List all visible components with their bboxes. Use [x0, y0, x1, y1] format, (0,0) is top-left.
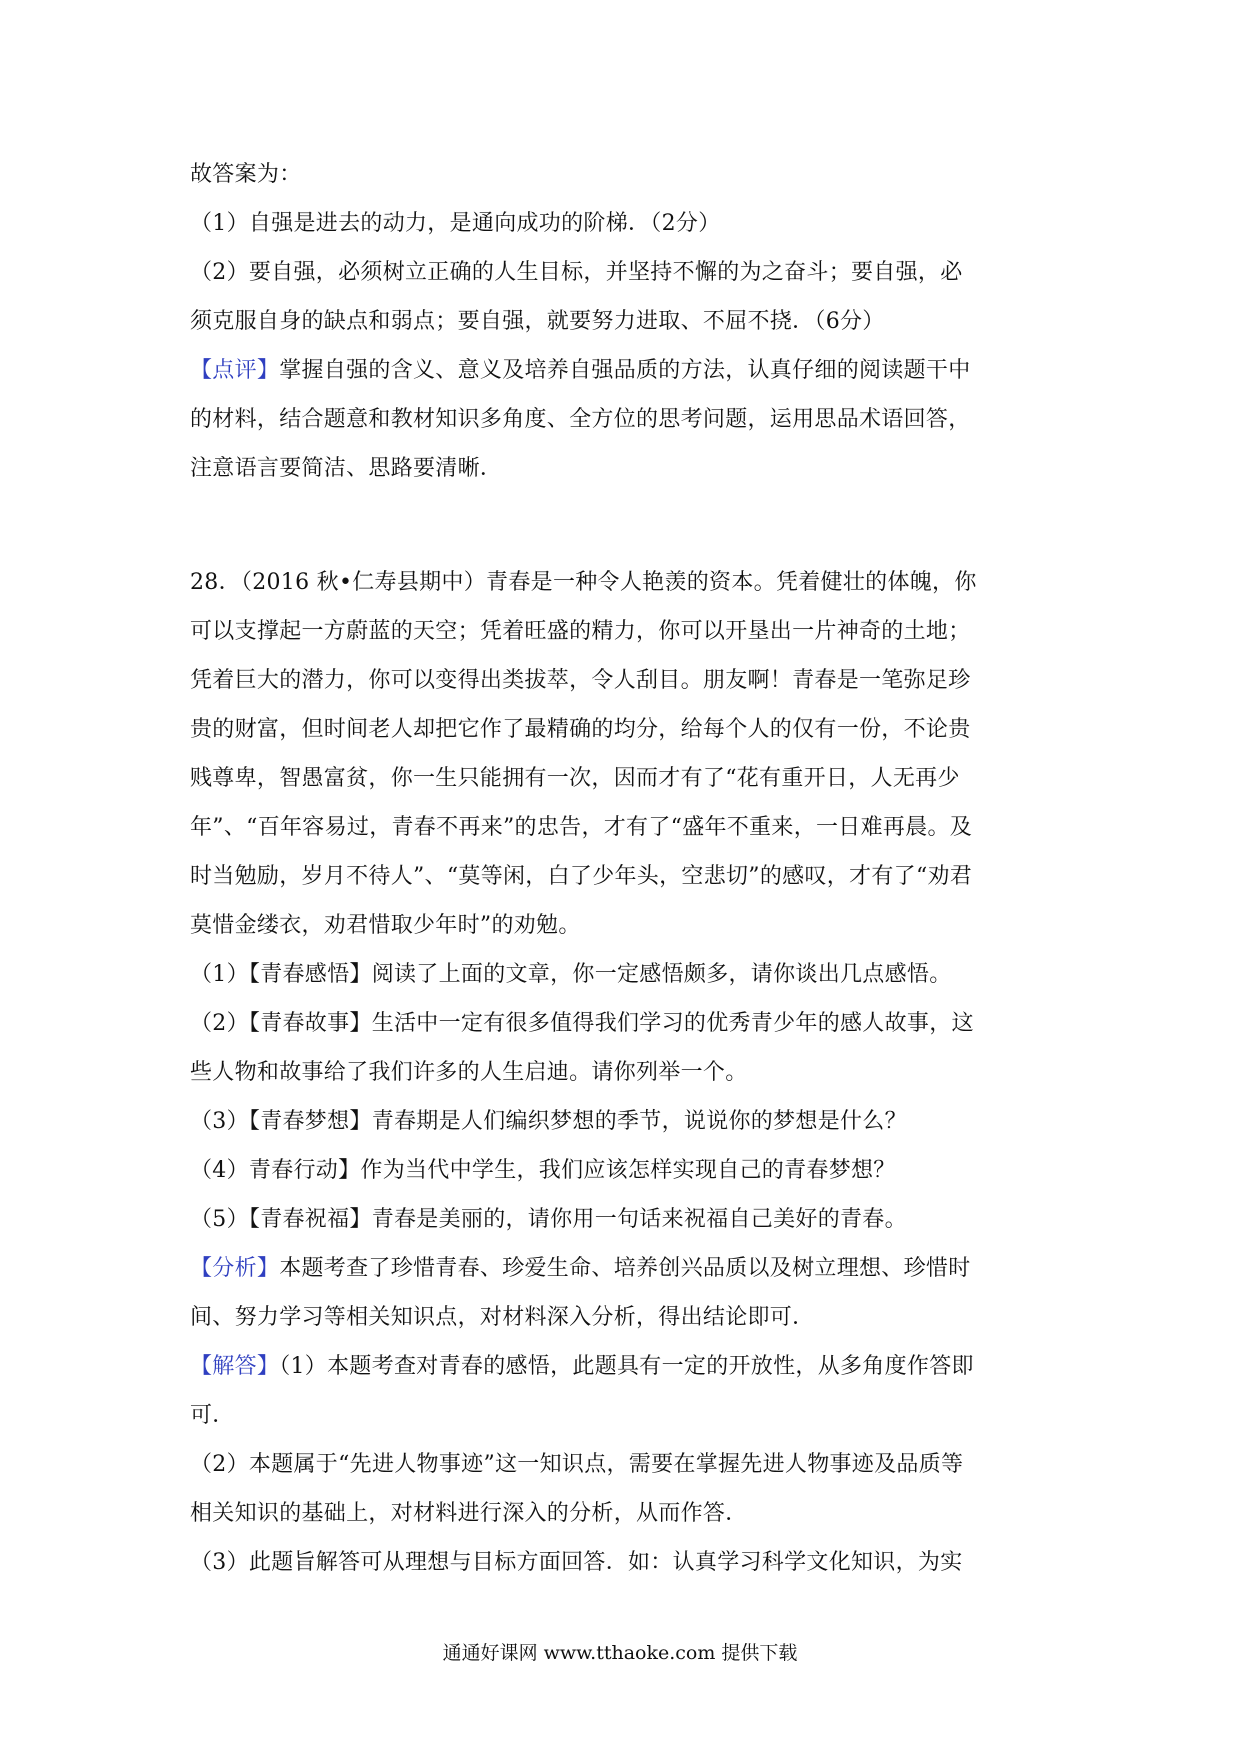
sub-question-1: （1）【青春感悟】阅读了上面的文章，你一定感悟颇多，请你谈出几点感悟。	[190, 962, 952, 987]
sub-question-2-cont: 些人物和故事给了我们许多的人生启迪。请你列举一个。	[190, 1060, 748, 1085]
passage-line-2: 可以支撑起一方蔚蓝的天空；凭着旺盛的精力，你可以开垦出一片神奇的土地；	[190, 619, 971, 644]
answer-line-2: （2）要自强，必须树立正确的人生目标，并坚持不懈的为之奋斗；要自强，必	[190, 260, 963, 285]
section-gap	[190, 493, 1060, 558]
analysis-line-2: 间、努力学习等相关知识点，对材料深入分析，得出结论即可．	[190, 1305, 815, 1330]
analysis-line-1	[190, 1244, 1060, 1293]
answer28-line-2: 可．	[190, 1403, 235, 1428]
page-footer: 通通好课网 www.tthaoke.com 提供下载	[442, 1642, 798, 1664]
passage-line-8: 莫惜金缕衣，劝君惜取少年时”的劝勉。	[190, 913, 581, 938]
analysis-tag: 【分析】	[190, 1256, 280, 1281]
answer-line-1: （1）自强是进去的动力，是通向成功的阶梯．（2分）	[190, 211, 721, 236]
document-page	[190, 150, 1060, 1587]
passage-line-1: 28．（2016 秋•仁寿县期中）青春是一种令人艳羡的资本。凭着健壮的体魄，你	[190, 570, 977, 595]
passage-line-3: 凭着巨大的潜力，你可以变得出类拔萃，令人刮目。朋友啊！青春是一笔弥足珍	[190, 668, 971, 693]
answer28-text-1: （1）本题考查对青春的感悟，此题具有一定的开放性，从多角度作答即	[279, 1354, 974, 1379]
passage-line-5: 贱尊卑，智愚富贫，你一生只能拥有一次，因而才有了“花有重开日，人无再少	[190, 766, 960, 791]
answer-tag: 【解答】	[190, 1354, 280, 1379]
answer28-line-5: （3）此题旨解答可从理想与目标方面回答．如：认真学习科学文化知识，为实	[190, 1550, 963, 1575]
sub-question-3: （3）【青春梦想】青春期是人们编织梦想的季节，说说你的梦想是什么？	[190, 1109, 907, 1134]
sub-question-4: （4）青春行动】作为当代中学生，我们应该怎样实现自己的青春梦想？	[190, 1158, 896, 1183]
comment-tag: 【点评】	[190, 358, 280, 383]
passage-line-4: 贵的财富，但时间老人却把它作了最精确的均分，给每个人的仅有一份，不论贵	[190, 717, 971, 742]
answer28-line-3: （2）本题属于“先进人物事迹”这一知识点，需要在掌握先进人物事迹及品质等	[190, 1452, 964, 1477]
comment-line-1	[190, 346, 1060, 395]
sub-question-2: （2）【青春故事】生活中一定有很多值得我们学习的优秀青少年的感人故事，这	[190, 1011, 974, 1036]
answer-intro: 故答案为：	[190, 162, 302, 187]
comment-text-1: 掌握自强的含义、意义及培养自强品质的方法，认真仔细的阅读题干中	[279, 358, 971, 383]
passage-line-7: 时当勉励，岁月不待人”、“莫等闲，白了少年头，空悲切”的感叹，才有了“劝君	[190, 864, 973, 889]
answer-line-3: 须克服自身的缺点和弱点；要自强，就要努力进取、不屈不挠．（6分）	[190, 309, 885, 334]
answer28-line-1	[190, 1342, 1060, 1391]
analysis-text-1: 本题考查了珍惜青春、珍爱生命、培养创兴品质以及树立理想、珍惜时	[279, 1256, 971, 1281]
passage-line-6: 年”、“百年容易过，青春不再来”的忠告，才有了“盛年不重来，一日难再晨。及	[190, 815, 973, 840]
comment-line-2: 的材料，结合题意和教材知识多角度、全方位的思考问题，运用思品术语回答，	[190, 407, 971, 432]
answer28-line-4: 相关知识的基础上，对材料进行深入的分析，从而作答．	[190, 1501, 748, 1526]
comment-line-3: 注意语言要简洁、思路要清晰．	[190, 456, 503, 481]
sub-question-5: （5）【青春祝福】青春是美丽的，请你用一句话来祝福自己美好的青春。	[190, 1207, 907, 1232]
